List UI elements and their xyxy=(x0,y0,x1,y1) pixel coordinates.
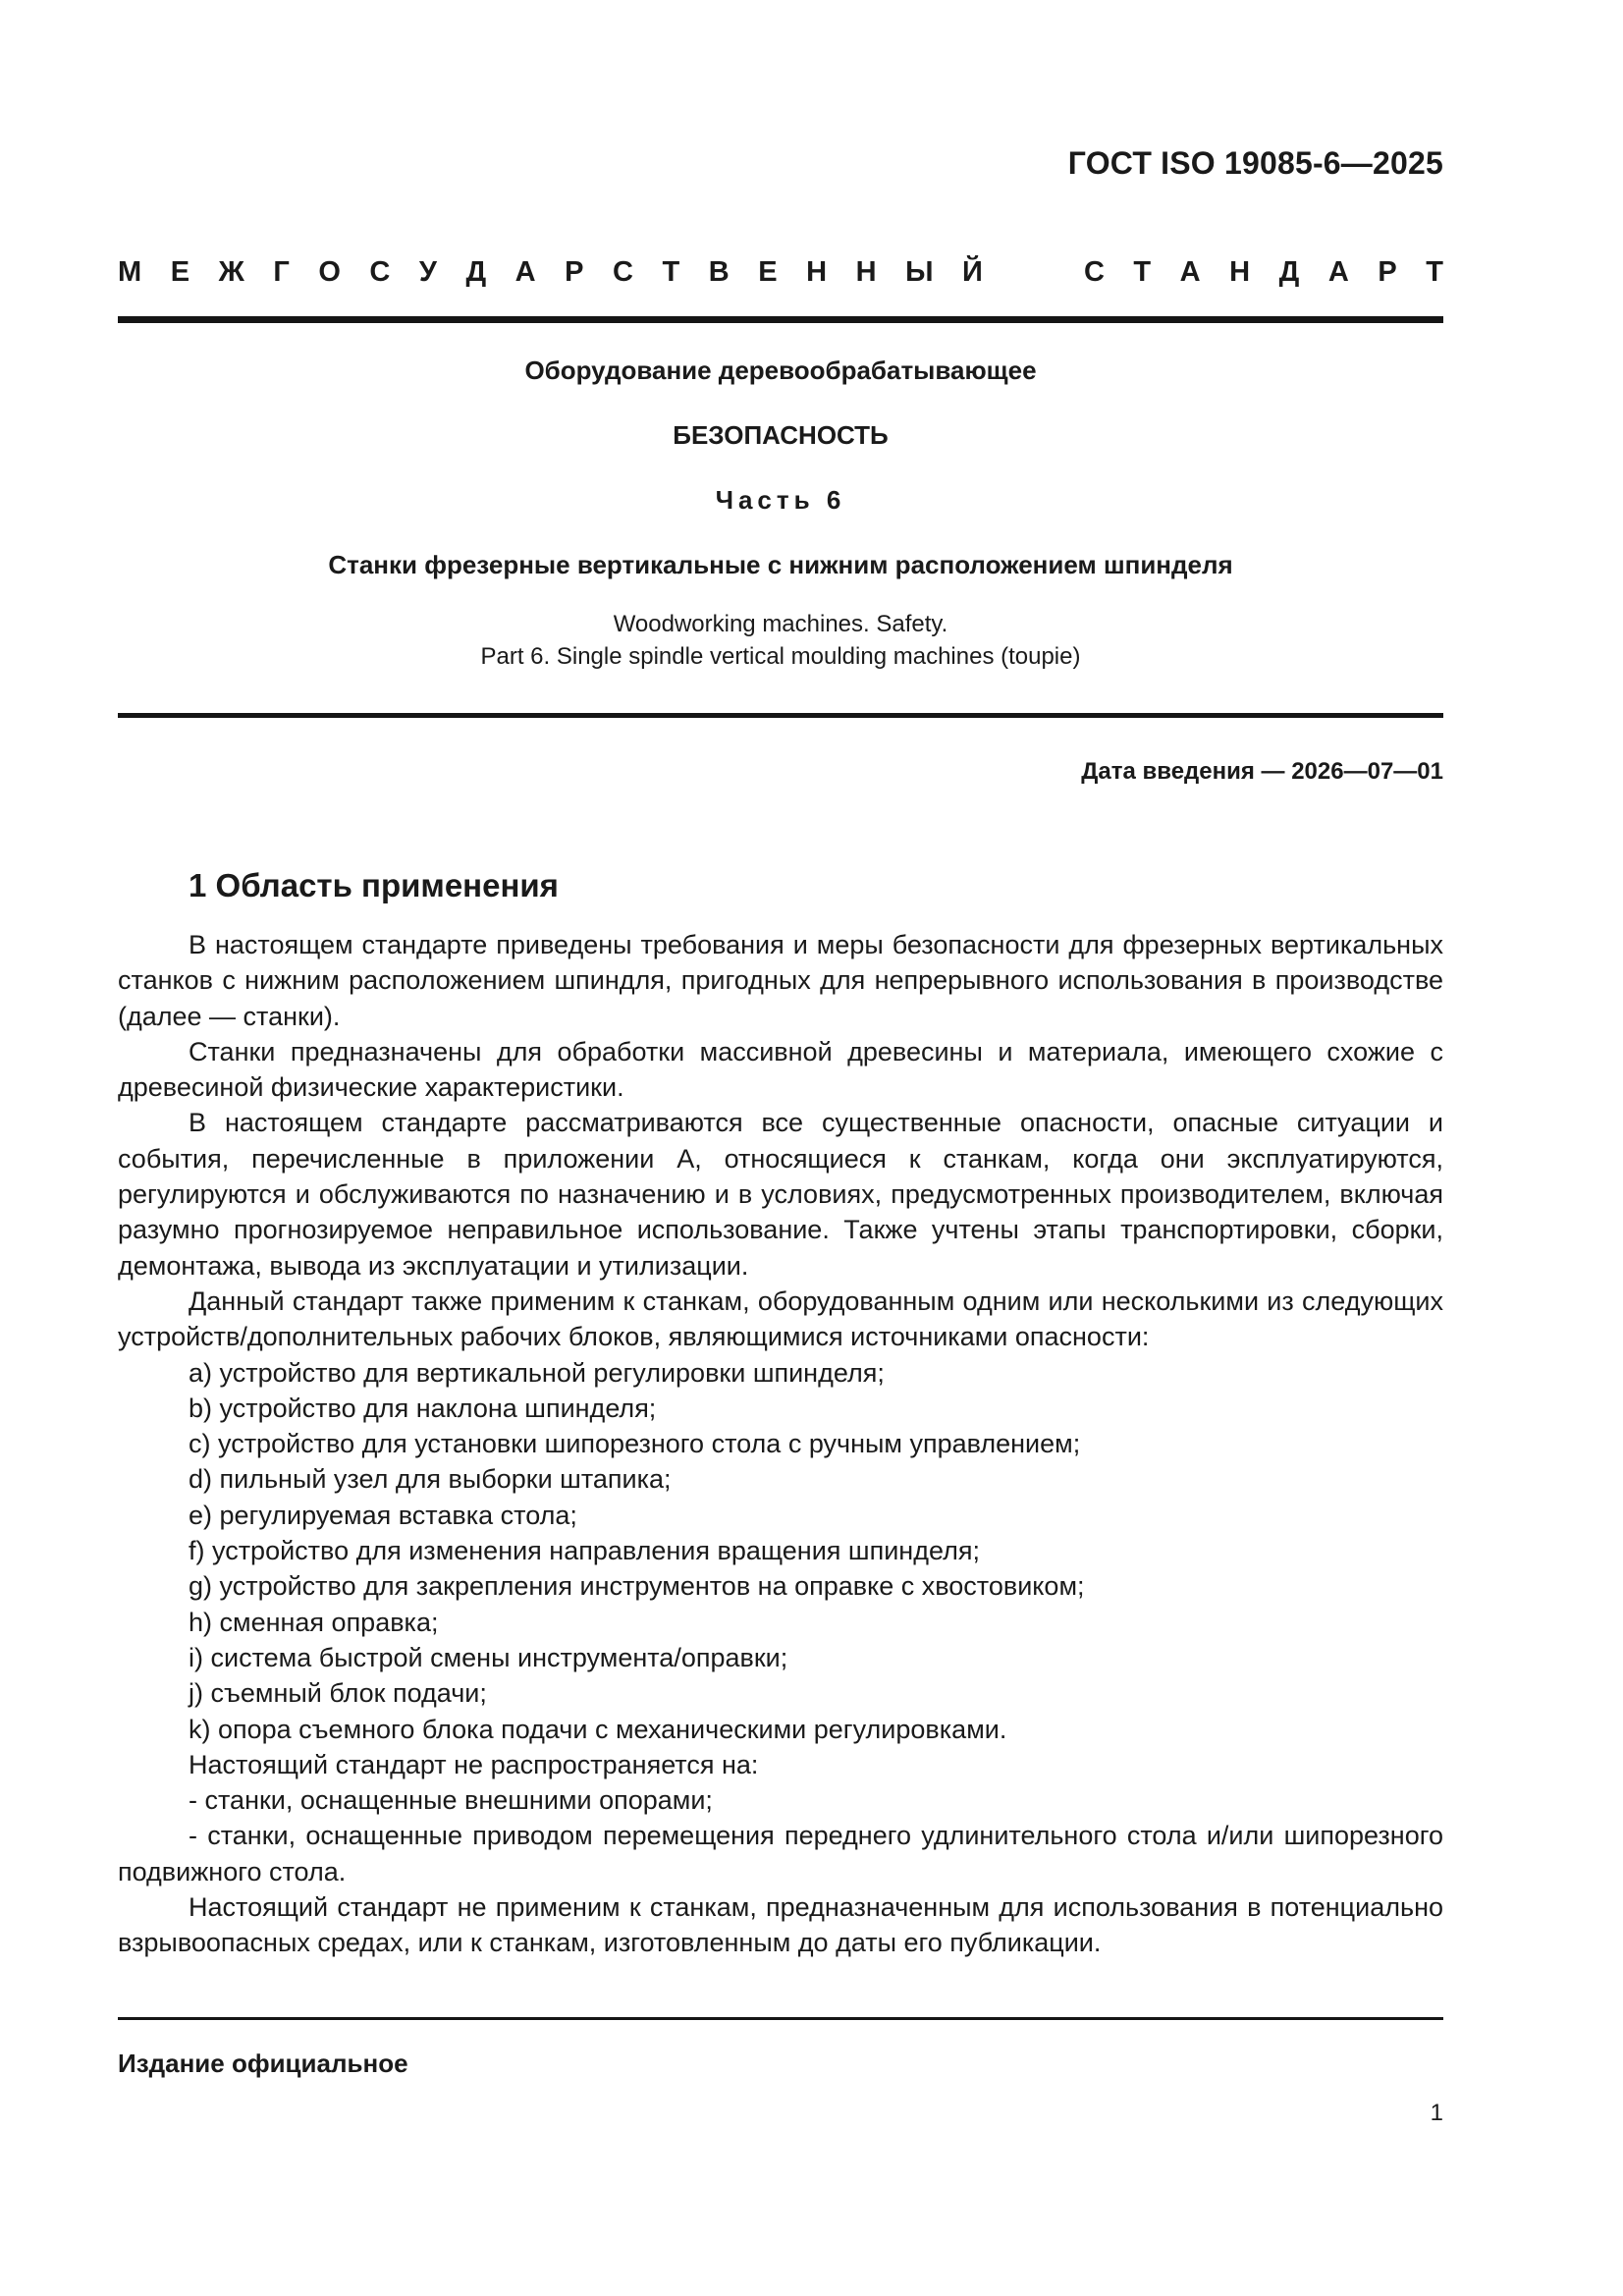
banner-letter: Р xyxy=(565,255,584,288)
list-item: g) устройство для закрепления инструментов на оправке с хвостовиком; xyxy=(189,1571,1085,1602)
introduction-date: Дата введения — 2026—07—01 xyxy=(1081,758,1443,785)
paragraph: В настоящем стандарте рассматриваются все существенные опасности, опасные ситуации и события, перечисленные в приложении А, относящиеся к станкам, когда они эксплуатируются, регулируются и обслуживаются по назначению и в условиях, предусмотренных производителем, включая разумно прогнозируемое неправильное использование. Также учтены этапы транспортировки, сборки, демонтажа, вывода из эксплуатации и утилизации. xyxy=(118,1108,1443,1281)
title-safety: БЕЗОПАСНОСТЬ xyxy=(673,420,889,450)
banner-letter: Т xyxy=(1426,255,1443,288)
final-paragraph: Настоящий стандарт не применим к станкам, предназначенным для использования в потенциально взрывоопасных средах, или к станкам, изготовленным до даты его публикации. xyxy=(118,1892,1443,1958)
banner-letter: Н xyxy=(806,255,828,288)
banner-letter: С xyxy=(369,255,391,288)
footer-divider xyxy=(118,2017,1443,2020)
page-number: 1 xyxy=(1430,2100,1443,2126)
list-item: b) устройство для наклона шпинделя; xyxy=(189,1393,657,1423)
list-item: k) опора съемного блока подачи с механическими регулировками. xyxy=(189,1714,1007,1744)
list-item: e) регулируемая вставка стола; xyxy=(189,1500,577,1530)
banner-letter: Д xyxy=(465,255,487,288)
list-item: a) устройство для вертикальной регулировки шпинделя; xyxy=(189,1357,885,1388)
title-divider xyxy=(118,713,1443,718)
interstate-standard-banner xyxy=(118,252,1443,292)
section-heading: 1 Область применения xyxy=(189,867,559,903)
header-divider xyxy=(118,316,1443,323)
exclusion-item: - станки, оснащенные внешними опорами; xyxy=(189,1785,713,1816)
banner-letter: А xyxy=(1179,255,1201,288)
banner-letter: Н xyxy=(855,255,877,288)
title-equipment: Оборудование деревообрабатывающее xyxy=(524,355,1037,385)
official-edition-label: Издание официальное xyxy=(118,2049,408,2078)
list-item: f) устройство для изменения направления вращения шпинделя; xyxy=(189,1536,980,1566)
list-item: j) съемный блок подачи; xyxy=(189,1678,487,1709)
banner-letter: А xyxy=(1327,255,1349,288)
paragraph: В настоящем стандарте приведены требования и меры безопасности для фрезерных вертикальных станков с нижним расположением шпиндля, пригодных для непрерывного использования в производстве (далее — станки). xyxy=(118,930,1443,1031)
list-item: d) пильный узел для выборки штапика; xyxy=(189,1464,672,1495)
banner-letter: А xyxy=(514,255,536,288)
title-machines: Станки фрезерные вертикальные с нижним расположением шпинделя xyxy=(328,550,1233,579)
banner-letter: Н xyxy=(1229,255,1251,288)
banner-letter: Д xyxy=(1278,255,1300,288)
banner-letter: Е xyxy=(758,255,778,288)
paragraph: Станки предназначены для обработки массивной древесины и материала, имеющего схожие с древесиной физические характеристики. xyxy=(118,1036,1443,1103)
banner-letter: Ж xyxy=(218,255,244,288)
list-item: c) устройство для установки шипорезного стола с ручным управлением; xyxy=(189,1429,1081,1459)
standard-number: ГОСТ ISO 19085-6—2025 xyxy=(1067,145,1443,181)
banner-letter: С xyxy=(613,255,633,288)
banner-letter: Е xyxy=(170,255,190,288)
title-part: Часть 6 xyxy=(715,485,846,515)
list-item: i) система быстрой смены инструмента/оправки; xyxy=(189,1642,788,1672)
exclusion-item: - станки, оснащенные приводом перемещения переднего удлинительного стола и/или шипорезного подвижного стола. xyxy=(118,1821,1443,1886)
document-page xyxy=(118,0,1443,2296)
banner-letter: Й xyxy=(962,255,983,288)
banner-letter: С xyxy=(1083,255,1105,288)
english-title-line-1: Woodworking machines. Safety. xyxy=(613,611,948,637)
banner-letter: О xyxy=(318,255,341,288)
banner-letter: Г xyxy=(273,255,290,288)
list-item: h) сменная оправка; xyxy=(189,1607,439,1637)
banner-letter: Т xyxy=(662,255,680,288)
banner-letter: В xyxy=(708,255,730,288)
english-title-line-2: Part 6. Single spindle vertical moulding machines (toupie) xyxy=(480,643,1081,670)
banner-letter: Ы xyxy=(905,255,934,288)
banner-letter: Р xyxy=(1378,255,1397,288)
banner-letter: У xyxy=(418,255,437,288)
banner-letter: Т xyxy=(1133,255,1152,288)
exclusions-intro: Настоящий стандарт не распространяется на: xyxy=(189,1749,759,1779)
banner-letter: М xyxy=(118,255,142,288)
section-body xyxy=(118,927,1443,1961)
paragraph: Данный стандарт также применим к станкам, оборудованным одним или несколькими из следующих устройств/дополнительных рабочих блоков, являющимися источниками опасности: xyxy=(118,1285,1443,1352)
